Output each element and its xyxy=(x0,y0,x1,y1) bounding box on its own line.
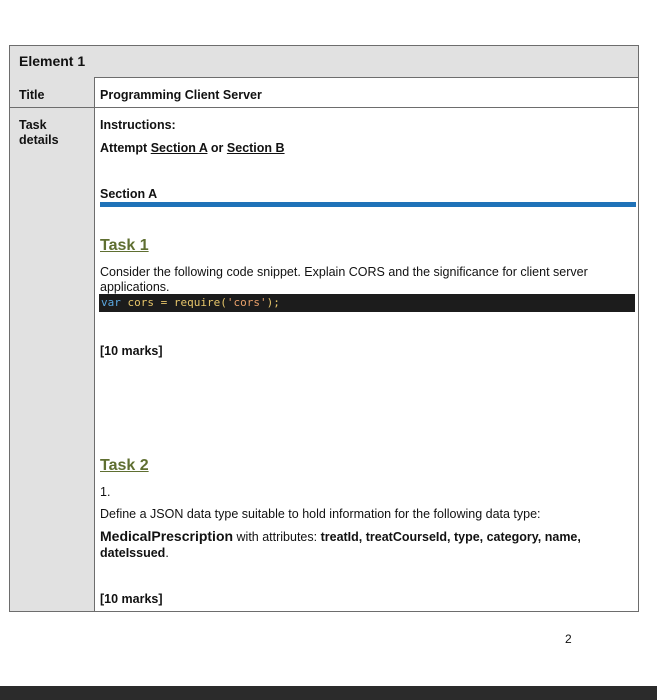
attribute-list: treatId, treatCourseId, type, category, name, xyxy=(320,530,581,544)
attempt-prefix: Attempt xyxy=(100,141,148,155)
section-divider-bar xyxy=(100,202,636,207)
section-a-title: Section A xyxy=(100,187,158,201)
code-middle: cors = require( xyxy=(120,296,227,309)
code-end: ); xyxy=(266,296,280,309)
title-value: Programming Client Server xyxy=(100,88,262,102)
attribute-list-2: dateIssued xyxy=(100,546,166,560)
section-a-link[interactable]: Section A xyxy=(150,141,208,155)
with-attributes: with attributes: xyxy=(233,530,321,544)
type-name: MedicalPrescription xyxy=(100,528,234,544)
page-number: 2 xyxy=(565,632,572,646)
code-snippet xyxy=(99,294,635,312)
section-b-link[interactable]: Section B xyxy=(226,141,285,155)
task-2-attributes-line xyxy=(100,529,630,545)
task-1-line-1: Consider the following code snippet. Explain CORS and the significance for client server xyxy=(100,265,588,279)
instructions-heading: Instructions: xyxy=(100,118,176,132)
task-2-attributes-line-2 xyxy=(100,546,169,561)
task-details-label-2: details xyxy=(19,133,59,147)
task-2-line-1: Define a JSON data type suitable to hold information for the following data type: xyxy=(100,507,541,521)
assessment-table xyxy=(9,45,639,612)
bottom-bar xyxy=(0,686,657,700)
task-2-title: Task 2 xyxy=(100,457,149,474)
label-column xyxy=(10,77,95,611)
code-keyword: var xyxy=(101,296,121,309)
or-word: or xyxy=(210,141,224,155)
task-2-number: 1. xyxy=(100,485,111,499)
row-divider xyxy=(10,107,638,108)
code-string: 'cors' xyxy=(226,296,267,309)
title-label: Title xyxy=(19,88,45,102)
attribute-period: . xyxy=(165,546,169,560)
task-details-label-1: Task xyxy=(19,118,47,132)
attempt-line xyxy=(100,141,285,156)
task-1-title: Task 1 xyxy=(100,237,149,254)
task-2-marks: [10 marks] xyxy=(100,592,163,606)
task-1-marks: [10 marks] xyxy=(100,344,163,358)
element-header: Element 1 xyxy=(10,46,638,78)
task-1-line-2: applications. xyxy=(100,280,170,294)
